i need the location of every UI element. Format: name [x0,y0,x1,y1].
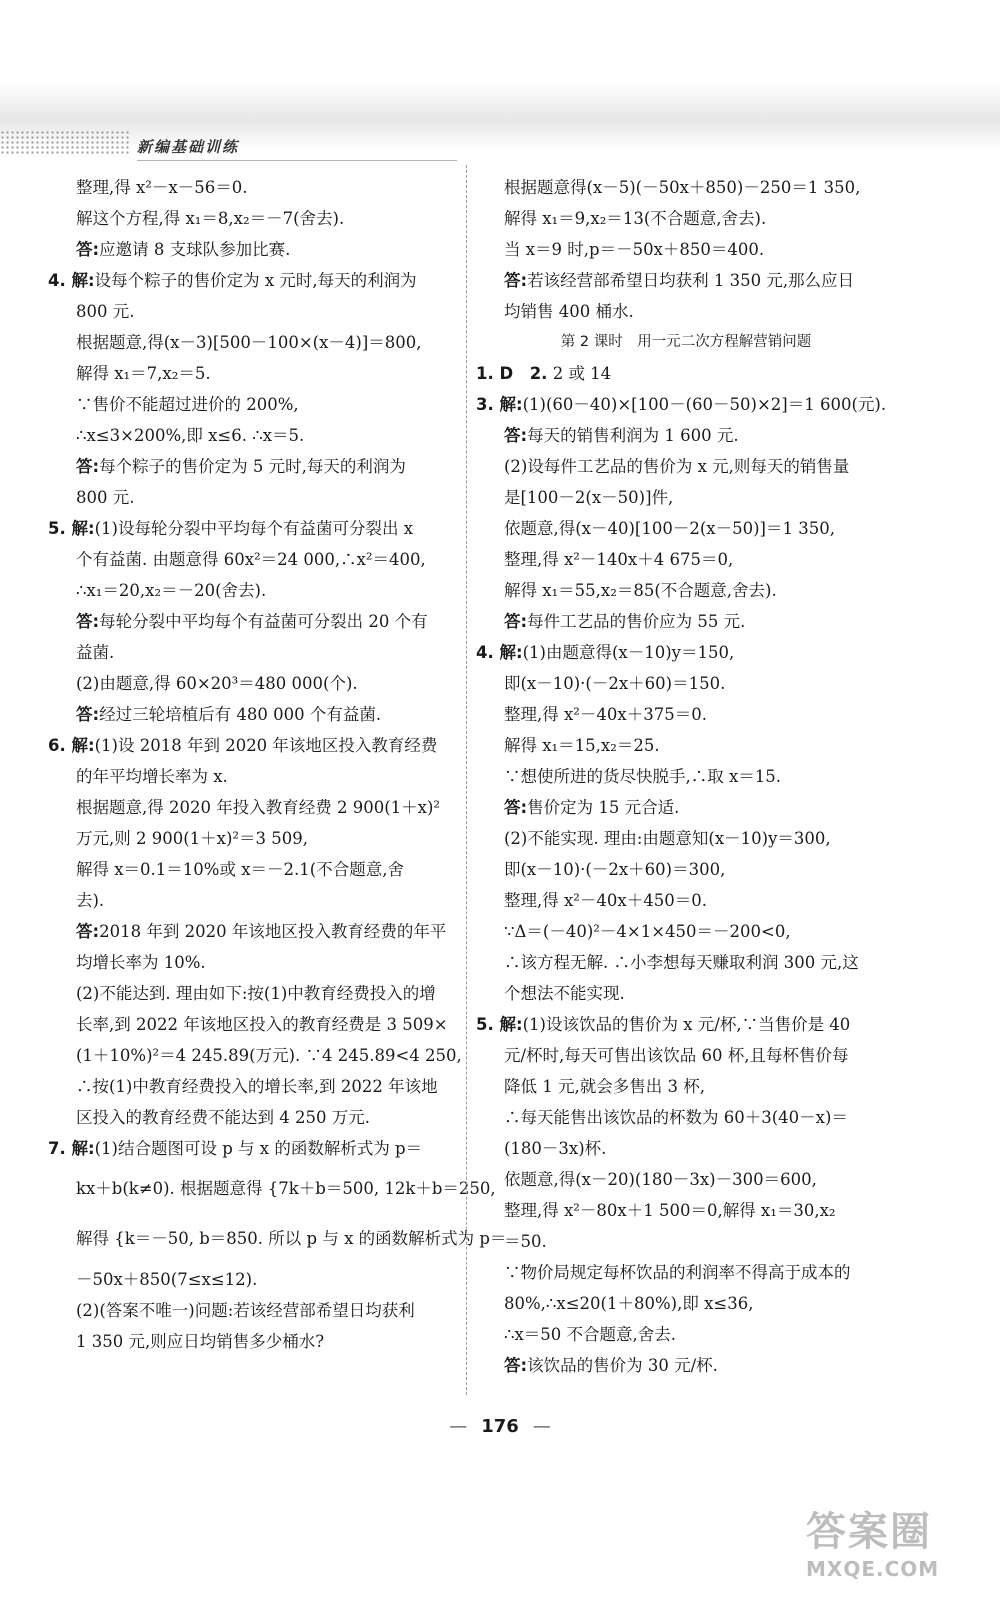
line-text: kx＋b(k≠0). 根据题意得 {7k＋b＝500, 12k＋b＝250, [76,1179,496,1198]
left-text-line [48,358,468,389]
right-text-line [476,699,896,730]
right-text-line [476,234,896,265]
right-text-line [476,885,896,916]
left-text-line [48,854,468,885]
right-text-line [476,761,896,792]
line-text: 解得 x₁＝7,x₂＝5. [76,364,211,383]
line-text: 区投入的教育经费不能达到 4 250 万元. [76,1108,370,1127]
left-text-line [48,761,468,792]
right-text-line [476,389,896,420]
answer-label: 答: [504,426,528,445]
line-text: 经过三轮培植后有 480 000 个有益菌. [99,705,382,724]
left-text-line [48,1164,496,1214]
line-text: 当 x＝9 时,p＝－50x＋850＝400. [504,240,765,259]
line-text: 1 350 元,则应日均销售多少桶水? [76,1332,325,1351]
right-text-line [476,1226,896,1257]
line-text: 长率,到 2022 年该地区投入的教育经费是 3 509× [76,1015,448,1034]
right-text-line [476,854,896,885]
line-text: 第 2 课时 用一元二次方程解营销问题 [560,334,812,350]
left-text-line [48,327,468,358]
line-text: 均销售 400 桶水. [504,302,634,321]
footer-dash-right: — [532,1416,551,1437]
left-text-line [48,1133,468,1164]
line-text: 2018 年到 2020 年该地区投入教育经费的年平 [99,922,447,941]
left-text-line [48,544,468,575]
line-text: 整理,得 x²－80x＋1 500＝0,解得 x₁＝30,x₂ [504,1201,836,1220]
line-text: 个想法不能实现. [504,984,625,1003]
right-text-line [476,1195,896,1226]
right-text-line [476,1009,896,1040]
right-text-line [476,1040,896,1071]
line-text: (2)不能达到. 理由如下:按(1)中教育经费投入的增 [76,984,436,1003]
right-text-line [476,637,896,668]
line-text: 即(x－10)·(－2x＋60)＝150. [504,674,726,693]
line-text: ∵售价不能超过进价的 200%, [76,395,299,414]
right-text-line [476,482,896,513]
line-text: ＝50. [504,1232,547,1251]
line-text: 80%,∴x≤20(1＋80%),即 x≤36, [504,1294,754,1313]
line-text: (2)不能实现. 理由:由题意知(x－10)y＝300, [504,829,831,848]
line-text: 整理,得 x²－140x＋4 675＝0, [504,550,734,569]
left-text-line [48,389,468,420]
left-text-line [48,978,468,1009]
line-text: 降低 1 元,就会多售出 3 杯, [504,1077,705,1096]
right-text-line [476,544,896,575]
line-text: 元/杯时,每天可售出该饮品 60 杯,且每杯售价每 [504,1046,849,1065]
right-text-line [476,792,896,823]
left-text-line [48,637,468,668]
header-band [0,0,1000,150]
answer-label: 7. 解: [48,1139,95,1158]
answer-label: 4. 解: [48,271,95,290]
left-text-line [48,1102,468,1133]
line-text: (2)设每件工艺品的售价为 x 元,则每天的销售量 [504,457,850,476]
left-text-line [48,1264,468,1295]
line-text: 若该经营部希望日均获利 1 350 元,那么应日 [527,271,855,290]
line-text: 即(x－10)·(－2x＋60)＝300, [504,860,726,879]
line-text: 依题意,得(x－40)[100－2(x－50)]＝1 350, [504,519,835,538]
answer-label: 答: [504,612,528,631]
left-text-line [48,606,468,637]
answer-label: 6. 解: [48,736,95,755]
right-column [476,172,896,1381]
line-text: 个有益菌. 由题意得 60x²＝24 000,∴x²＝400, [76,550,426,569]
line-text: ∵想使所进的货尽快脱手,∴取 x＝15. [504,767,782,786]
header-rule [137,160,457,161]
right-text-line [476,1288,896,1319]
right-text-line [476,296,896,327]
line-text: 设每个粽子的售价定为 x 元时,每天的利润为 [94,271,417,290]
line-text: 根据题意,得(x－3)[500－100×(x－4)]＝800, [76,333,422,352]
left-text-line [48,1326,468,1357]
answer-label: 5. 解: [476,1015,523,1034]
watermark-logo [806,1500,986,1590]
answer-label: 答: [504,1356,528,1375]
line-text: 800 元. [76,488,135,507]
line-text: ∵物价局规定每杯饮品的利润率不得高于成本的 [504,1263,851,1282]
line-text: 去). [76,891,105,910]
left-text-line [48,296,468,327]
answer-label: 5. 解: [48,519,95,538]
right-text-line [476,1133,896,1164]
right-text-line [476,1350,896,1381]
line-text: 益菌. [76,643,115,662]
left-text-line [48,1071,468,1102]
line-text: 售价定为 15 元合适. [527,798,680,817]
watermark-text: 答案圈 [806,1509,932,1555]
left-text-line [48,885,468,916]
right-text-line [476,947,896,978]
right-text-line [476,420,896,451]
left-text-line [48,265,468,296]
line-text: 整理,得 x²－40x＋450＝0. [504,891,707,910]
right-text-line [476,978,896,1009]
page-number-footer [0,1416,1000,1437]
line-text: (1)设每轮分裂中平均每个有益菌可分裂出 x [94,519,414,538]
line-text: 解得 x₁＝15,x₂＝25. [504,736,660,755]
answer-label: 答: [504,798,528,817]
right-text-line [476,451,896,482]
left-text-line [48,668,468,699]
right-text-line [476,172,896,203]
left-text-line [48,947,468,978]
line-text: －50x＋850(7≤x≤12). [76,1270,258,1289]
right-text-line [476,203,896,234]
line-text: 解这个方程,得 x₁＝8,x₂＝－7(舍去). [76,209,345,228]
right-text-line [476,575,896,606]
left-text-line [48,575,468,606]
line-text: ∴x＝50 不合题意,舍去. [504,1325,677,1344]
answer-label: 1. D 2. [476,364,548,383]
column-divider [466,165,467,1395]
line-text: (1＋10%)²＝4 245.89(万元). ∵4 245.89<4 250, [76,1046,462,1065]
right-text-line [476,1257,896,1288]
left-text-line [48,234,468,265]
line-text: 整理,得 x²－40x＋375＝0. [504,705,707,724]
line-text: 每个粽子的售价定为 5 元时,每天的利润为 [99,457,406,476]
line-text: 万元,则 2 900(1＋x)²＝3 509, [76,829,308,848]
header-dot-pattern [0,130,130,156]
line-text: 是[100－2(x－50)]件, [504,488,674,507]
line-text: (1)(60－40)×[100－(60－50)×2]＝1 600(元). [522,395,887,414]
left-text-line [48,1214,507,1264]
line-text: 每轮分裂中平均每个有益菌可分裂出 20 个有 [99,612,428,631]
line-text: (1)由题意得(x－10)y＝150, [522,643,735,662]
line-text: 应邀请 8 支球队参加比赛. [99,240,291,259]
line-text: 解得 x₁＝9,x₂＝13(不合题意,舍去). [504,209,767,228]
line-text: 的年平均增长率为 x. [76,767,228,786]
line-text: (2)由题意,得 60×20³＝480 000(个). [76,674,358,693]
right-text-line [476,1319,896,1350]
book-series-title: 新编基础训练 [137,138,240,156]
line-text: (2)(答案不唯一)问题:若该经营部希望日均获利 [76,1301,415,1320]
answer-label: 答: [504,271,528,290]
answer-label: 3. 解: [476,395,523,414]
line-text: 该饮品的售价为 30 元/杯. [527,1356,718,1375]
watermark-url: MXQE.COM [806,1557,940,1581]
right-text-line [476,265,896,296]
right-text-line [476,1164,896,1195]
right-text-line [476,668,896,699]
right-text-line [476,606,896,637]
line-text: 解得 x₁＝55,x₂＝85(不合题意,舍去). [504,581,777,600]
footer-dash-left: — [449,1416,468,1437]
left-text-line [48,1295,468,1326]
line-text: 解得 x＝0.1＝10%或 x＝－2.1(不合题意,舍 [76,860,404,879]
line-text: 2 或 14 [547,364,612,383]
right-text-line [476,730,896,761]
right-text-line [476,327,896,358]
left-text-line [48,451,468,482]
line-text: 根据题意,得 2020 年投入教育经费 2 900(1＋x)² [76,798,440,817]
line-text: 800 元. [76,302,135,321]
left-text-line [48,916,468,947]
line-text: 每件工艺品的售价应为 55 元. [527,612,746,631]
line-text: 每天的销售利润为 1 600 元. [527,426,739,445]
left-text-line [48,823,468,854]
line-text: 根据题意得(x－5)(－50x＋850)－250＝1 350, [504,178,861,197]
answer-label: 答: [76,705,100,724]
line-text: ∴按(1)中教育经费投入的增长率,到 2022 年该地 [76,1077,438,1096]
line-text: (1)结合题图可设 p 与 x 的函数解析式为 p＝ [94,1139,423,1158]
right-text-line [476,1102,896,1133]
left-text-line [48,513,468,544]
right-text-line [476,1071,896,1102]
left-text-line [48,699,468,730]
answer-label: 答: [76,240,100,259]
line-text: 解得 {k＝－50, b＝850. 所以 p 与 x 的函数解析式为 p＝ [76,1229,507,1248]
line-text: ∴x≤3×200%,即 x≤6. ∴x＝5. [76,426,305,445]
line-text: ∴每天能售出该饮品的杯数为 60＋3(40－x)＝ [504,1108,848,1127]
left-text-line [48,1040,468,1071]
line-text: (180－3x)杯. [504,1139,607,1158]
line-text: (1)设 2018 年到 2020 年该地区投入教育经费 [94,736,438,755]
line-text: ∴该方程无解. ∴小李想每天赚取利润 300 元,这 [504,953,859,972]
left-text-line [48,1009,468,1040]
line-text: 均增长率为 10%. [76,953,206,972]
page-number: 176 [481,1416,519,1437]
left-text-line [48,203,468,234]
line-text: 整理,得 x²－x－56＝0. [76,178,248,197]
answer-label: 答: [76,922,100,941]
line-text: ∵Δ＝(－40)²－4×1×450＝－200<0, [504,922,791,941]
left-text-line [48,792,468,823]
answer-label: 4. 解: [476,643,523,662]
left-text-line [48,172,468,203]
right-text-line [476,823,896,854]
line-text: 依题意,得(x－20)(180－3x)－300＝600, [504,1170,817,1189]
answer-label: 答: [76,457,100,476]
line-text: (1)设该饮品的售价为 x 元/杯,∵当售价是 40 [522,1015,851,1034]
right-text-line [476,358,896,389]
left-text-line [48,482,468,513]
right-text-line [476,513,896,544]
line-text: ∴x₁＝20,x₂＝－20(舍去). [76,581,267,600]
answer-label: 答: [76,612,100,631]
left-text-line [48,420,468,451]
left-text-line [48,730,468,761]
right-text-line [476,916,896,947]
